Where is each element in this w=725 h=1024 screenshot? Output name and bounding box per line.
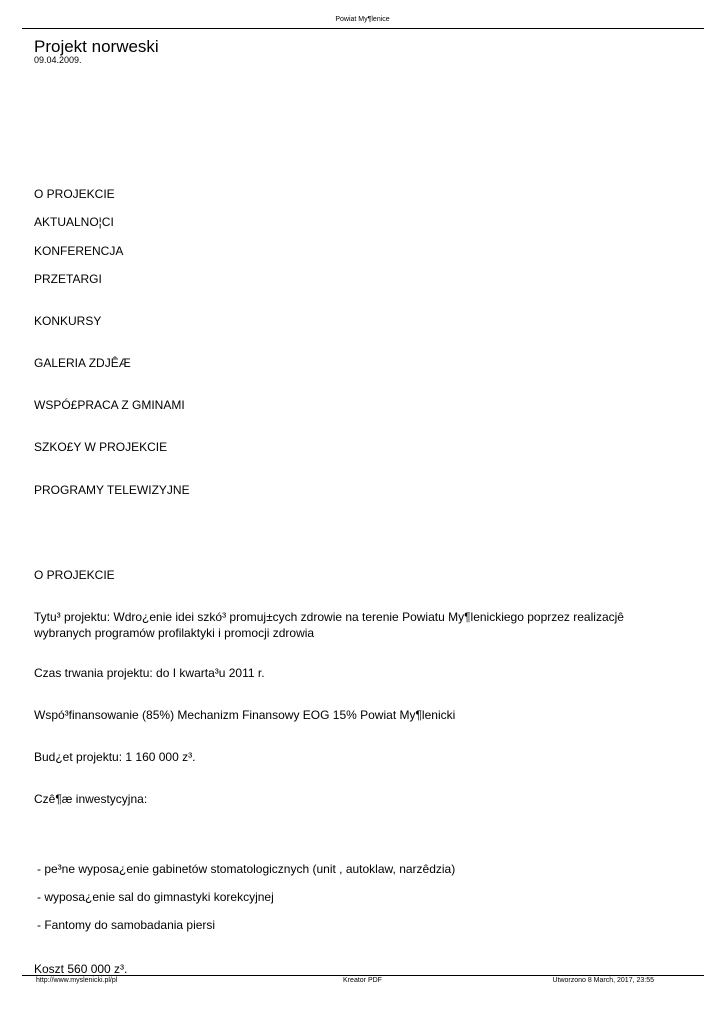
project-budget: Bud¿et projektu: 1 160 000 z³. [34, 750, 196, 764]
footer-rule [22, 975, 704, 976]
footer-url[interactable]: http://www.myslenicki.pl/pl [36, 977, 118, 984]
nav-item-przetargi[interactable]: PRZETARGI [34, 272, 102, 286]
project-title-line-2: wybranych programów profilaktyki i promocji zdrowia [34, 626, 315, 640]
project-duration: Czas trwania projektu: do I kwarta³u 2011 r. [34, 666, 265, 680]
project-cofinancing: Wspó³finansowanie (85%) Mechanizm Finansowy EOG 15% Powiat My¶lenicki [34, 708, 456, 722]
nav-item-konferencja[interactable]: KONFERENCJA [34, 244, 124, 258]
header-site-name: Powiat My¶lenice [335, 16, 390, 23]
nav-item-szkoly[interactable]: SZKO£Y W PROJEKCIE [34, 440, 168, 454]
list-item: - pe³ne wyposa¿enie gabinetów stomatologicznych (unit , autoklaw, narzêdzia) [37, 862, 456, 876]
investment-heading: Czê¶æ inwestycyjna: [34, 792, 148, 806]
section-heading: O PROJEKCIE [34, 568, 115, 582]
page-title: Projekt norweski [34, 37, 159, 56]
footer-generator: Kreator PDF [343, 977, 382, 984]
project-title-line-1: Tytu³ projektu: Wdro¿enie idei szkó³ promuj±cych zdrowie na terenie Powiatu My¶lenickiego poprzez realizacjê [34, 610, 624, 624]
nav-item-wspolpraca[interactable]: WSPÓ£PRACA Z GMINAMI [34, 398, 185, 412]
investment-cost: Koszt 560 000 z³. [34, 962, 128, 976]
header-rule [22, 28, 704, 29]
list-item: - wyposa¿enie sal do gimnastyki korekcyjnej [37, 890, 274, 904]
list-item: - Fantomy do samobadania piersi [37, 918, 216, 932]
nav-item-galeria[interactable]: GALERIA ZDJÊÆ [34, 356, 131, 370]
nav-item-o-projekcie[interactable]: O PROJEKCIE [34, 187, 115, 201]
nav-item-aktualnosci[interactable]: AKTUALNO¦CI [34, 215, 114, 229]
nav-item-konkursy[interactable]: KONKURSY [34, 314, 102, 328]
nav-item-programy[interactable]: PROGRAMY TELEWIZYJNE [34, 483, 190, 497]
page-date: 09.04.2009. [34, 55, 82, 65]
footer-created: Utworzono 8 March, 2017, 23:55 [552, 977, 654, 984]
